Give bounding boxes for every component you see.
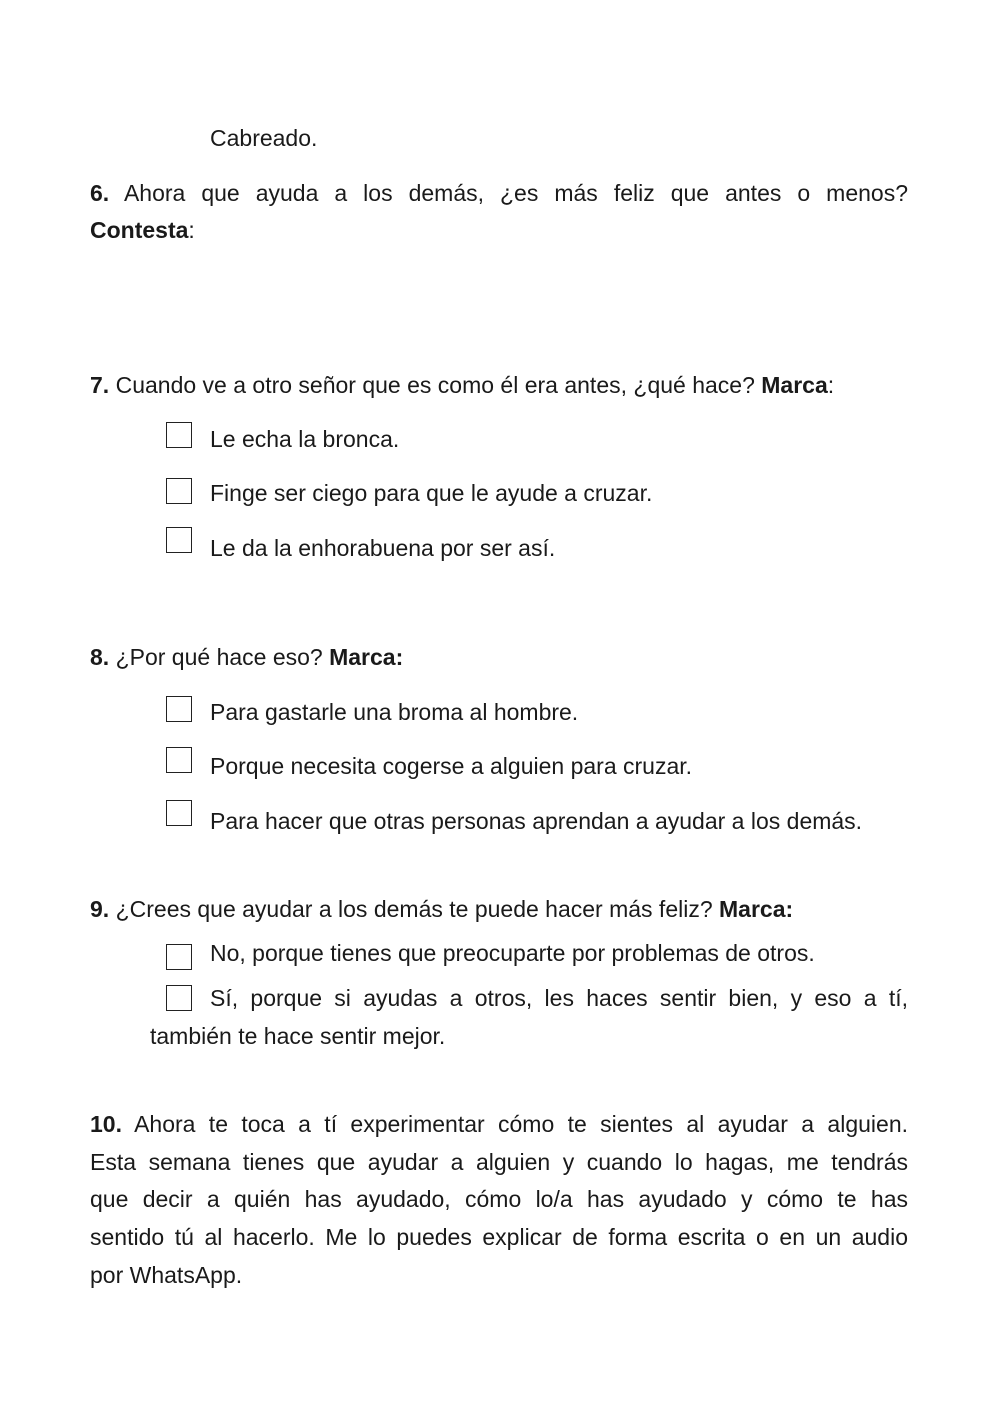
q7-option-3-label: Le da la enhorabuena por ser así. (210, 535, 556, 561)
q8-option-1-checkbox[interactable] (166, 696, 192, 722)
question-6-text: Ahora que ayuda a los demás, ¿es más feliz que antes o menos? (123, 180, 908, 206)
q7-option-1-checkbox[interactable] (166, 422, 192, 448)
q8-option-2-checkbox[interactable] (166, 747, 192, 773)
q9-option-1-checkbox[interactable] (166, 944, 192, 970)
q9-option-1-label: No, porque tienes que preocuparte por problemas de otros. (210, 940, 815, 966)
question-6-line-2 (90, 215, 195, 245)
question-8-text: ¿Por qué hace eso? (115, 644, 323, 670)
q7-option-3-checkbox[interactable] (166, 527, 192, 553)
q8-option-2-label: Porque necesita cogerse a alguien para cruzar. (210, 753, 693, 779)
previous-answer: Cabreado. (210, 125, 318, 151)
question-9-number: 9. (90, 896, 110, 922)
question-6-number: 6. (90, 180, 110, 206)
question-9-instruction: Marca: (719, 896, 794, 922)
q9-option-2-checkbox[interactable] (166, 985, 192, 1011)
q8-option-1-label: Para gastarle una broma al hombre. (210, 699, 579, 725)
question-6-instruction: Contesta (90, 217, 189, 243)
question-7-number: 7. (90, 372, 110, 398)
question-8-instruction: Marca: (329, 644, 404, 670)
q9-option-2-label-line-1: Sí, porque si ayudas a otros, les haces sentir bien, y eso a tí, (210, 985, 908, 1011)
q7-option-2-checkbox[interactable] (166, 478, 192, 504)
question-9-text: ¿Crees que ayudar a los demás te puede hacer más feliz? (115, 896, 713, 922)
q9-option-2-label-line-2: también te hace sentir mejor. (150, 1023, 446, 1049)
question-10-line-1 (90, 1109, 908, 1139)
q8-option-3-label: Para hacer que otras personas aprendan a ayudar a los demás. (210, 808, 863, 834)
question-8 (90, 642, 403, 672)
question-7-text: Cuando ve a otro señor que es como él era antes, ¿qué hace? (115, 372, 755, 398)
question-10-number: 10. (90, 1111, 122, 1137)
question-9 (90, 894, 793, 924)
question-6-line-1 (90, 178, 908, 208)
q7-option-1-label: Le echa la bronca. (210, 426, 400, 452)
question-8-number: 8. (90, 644, 110, 670)
question-10-line-3: que decir a quién has ayudado, cómo lo/a has ayudado y cómo te has (90, 1186, 908, 1212)
question-7-instruction: Marca (761, 372, 828, 398)
q7-option-2-label: Finge ser ciego para que le ayude a cruzar. (210, 480, 653, 506)
question-7 (90, 370, 834, 400)
q8-option-3-checkbox[interactable] (166, 800, 192, 826)
question-6-colon: : (188, 217, 195, 243)
question-7-colon: : (827, 372, 835, 398)
question-10-line-5: por WhatsApp. (90, 1262, 243, 1288)
question-10-text-line-1: Ahora te toca a tí experimentar cómo te sientes al ayudar a alguien. (134, 1111, 908, 1137)
question-10-line-2: Esta semana tienes que ayudar a alguien y cuando lo hagas, me tendrás (90, 1149, 908, 1175)
question-10-line-4: sentido tú al hacerlo. Me lo puedes explicar de forma escrita o en un audio (90, 1224, 908, 1250)
